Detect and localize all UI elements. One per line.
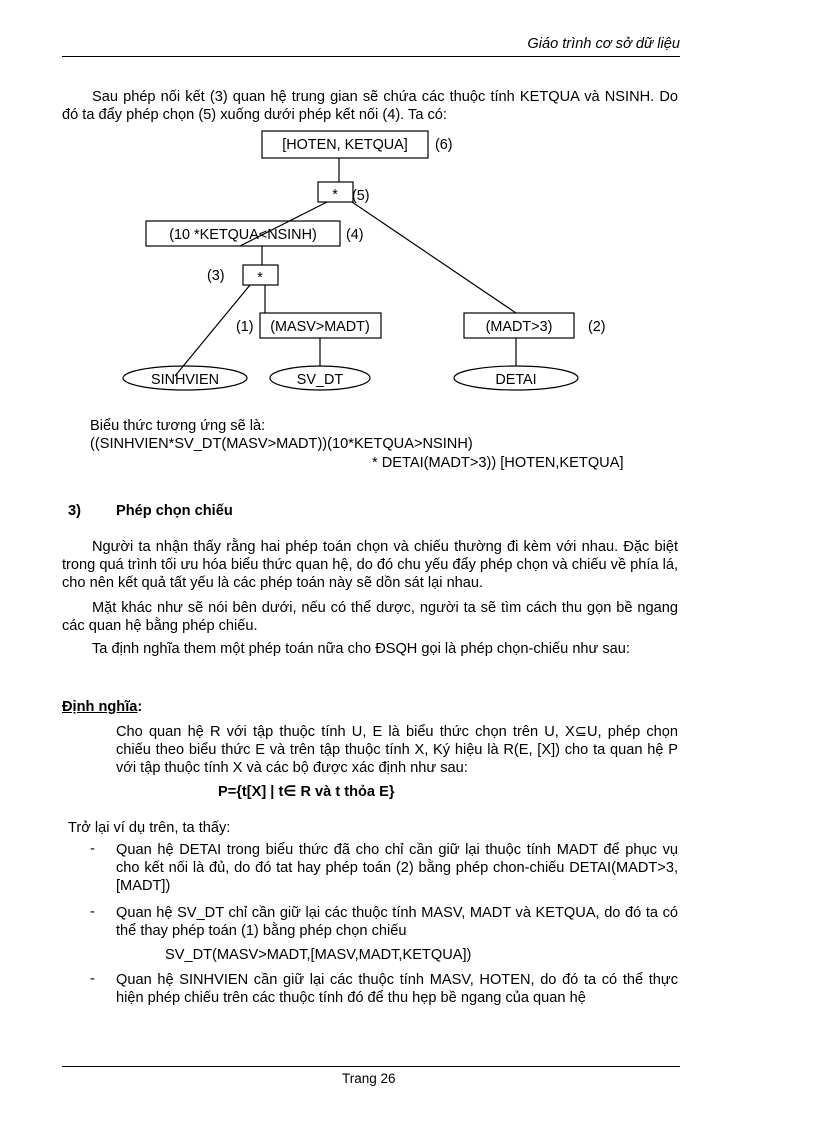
node-6-number: (6) — [435, 137, 453, 153]
node-1-number: (1) — [236, 319, 254, 335]
paragraph-2: Mặt khác như sẽ nói bên dưới, nếu có thể dược, người ta sẽ tìm cách thu gọn bề ngang các quan hệ bằng phép chiếu. — [62, 600, 678, 634]
bullet-dash-1: - — [90, 841, 95, 857]
expression-line-2: * DETAI(MADT>3)) [HOTEN,KETQUA] — [372, 455, 624, 471]
node-4-label: (10 *KETQUA<NSINH) — [169, 227, 317, 243]
expression-label: Biểu thức tương ứng sẽ là: — [90, 418, 266, 434]
definition-text: Cho quan hệ R với tập thuộc tính U, E là biểu thức chọn trên U, X⊆U, phép chọn chiếu theo biểu thức E và trên tập thuộc tính X, Ký hiệu là R(E, [X]) cho ta quan hệ P với tập thuộc tính X và các bộ được xác định như sau: — [116, 724, 678, 776]
bullet-text-1: Quan hệ DETAI trong biểu thức đã cho chỉ cần giữ lại thuộc tính MADT để phục vụ cho kết nối là đủ, do đó tat hay phép toán (2) bằng phép chon-chiếu DETAI(MADT>3,[MADT]) — [116, 842, 678, 894]
node-1-label: (MASV>MADT) — [270, 319, 370, 335]
node-5-label: * — [332, 187, 338, 203]
node-5-number: (5) — [352, 188, 370, 204]
definition-formula: P={t[X] | t∈ R và t thỏa E} — [218, 784, 395, 800]
footer-rule — [62, 1066, 680, 1067]
query-tree-diagram — [0, 0, 816, 400]
node-3-label: * — [257, 270, 263, 286]
bullet-text-2: Quan hệ SV_DT chỉ cần giữ lại các thuộc tính MASV, MADT và KETQUA, do đó ta có thể thay phép toán (1) bằng phép chọn chiếu — [116, 905, 678, 939]
node-3-number: (3) — [207, 268, 225, 284]
node-2-number: (2) — [588, 319, 606, 335]
definition-heading-wrap — [62, 699, 142, 715]
leaf-sinhvien-label: SINHVIEN — [151, 372, 219, 388]
header-title: Giáo trình cơ sở dữ liệu — [527, 36, 680, 52]
bullet-dash-3: - — [90, 971, 95, 987]
intro-paragraph: Sau phép nối kết (3) quan hệ trung gian sẽ chứa các thuộc tính KETQUA và NSINH. Do đó ta đẩy phép chọn (5) xuống dưới phép kết nối (4). Ta có: — [62, 89, 678, 123]
section-number: 3) — [68, 503, 81, 519]
bullet-dash-2: - — [90, 904, 95, 920]
bullet-2-formula: SV_DT(MASV>MADT,[MASV,MADT,KETQUA]) — [165, 947, 472, 963]
node-6-label: [HOTEN, KETQUA] — [282, 137, 408, 153]
back-to-example: Trở lại ví dụ trên, ta thấy: — [68, 820, 231, 836]
paragraph-3: Ta định nghĩa them một phép toán nữa cho ĐSQH gọi là phép chọn-chiếu như sau: — [92, 641, 630, 657]
leaf-detai-label: DETAI — [495, 372, 537, 388]
edge-5-2 — [352, 202, 516, 313]
section-title: Phép chọn chiếu — [116, 503, 233, 519]
paragraph-1: Người ta nhận thấy rằng hai phép toán chọn và chiếu thường đi kèm với nhau. Đặc biệt trong quá trình tối ưu hóa biểu thức quan hệ, do đó chu yếu đẩy phép chọn và chiếu về phía lá, cho nên kết quả tất yếu là các phép toán này sẽ dồn sát lại nhau. — [62, 539, 678, 591]
bullet-text-3: Quan hệ SINHVIEN cần giữ lại các thuộc tính MASV, HOTEN, do đó ta có thể thực hiện phép chiếu trên các thuộc tính đó để thu hẹp bề ngang của quan hệ — [116, 972, 678, 1006]
definition-colon: : — [137, 699, 143, 715]
leaf-svdt-label: SV_DT — [296, 372, 344, 388]
node-4-number: (4) — [346, 227, 364, 243]
node-2-label: (MADT>3) — [485, 319, 553, 335]
definition-heading: Định nghĩa — [62, 699, 138, 715]
page-number: Trang 26 — [342, 1071, 396, 1086]
expression-line-1: ((SINHVIEN*SV_DT(MASV>MADT))(10*KETQUA>NSINH) — [90, 436, 473, 452]
